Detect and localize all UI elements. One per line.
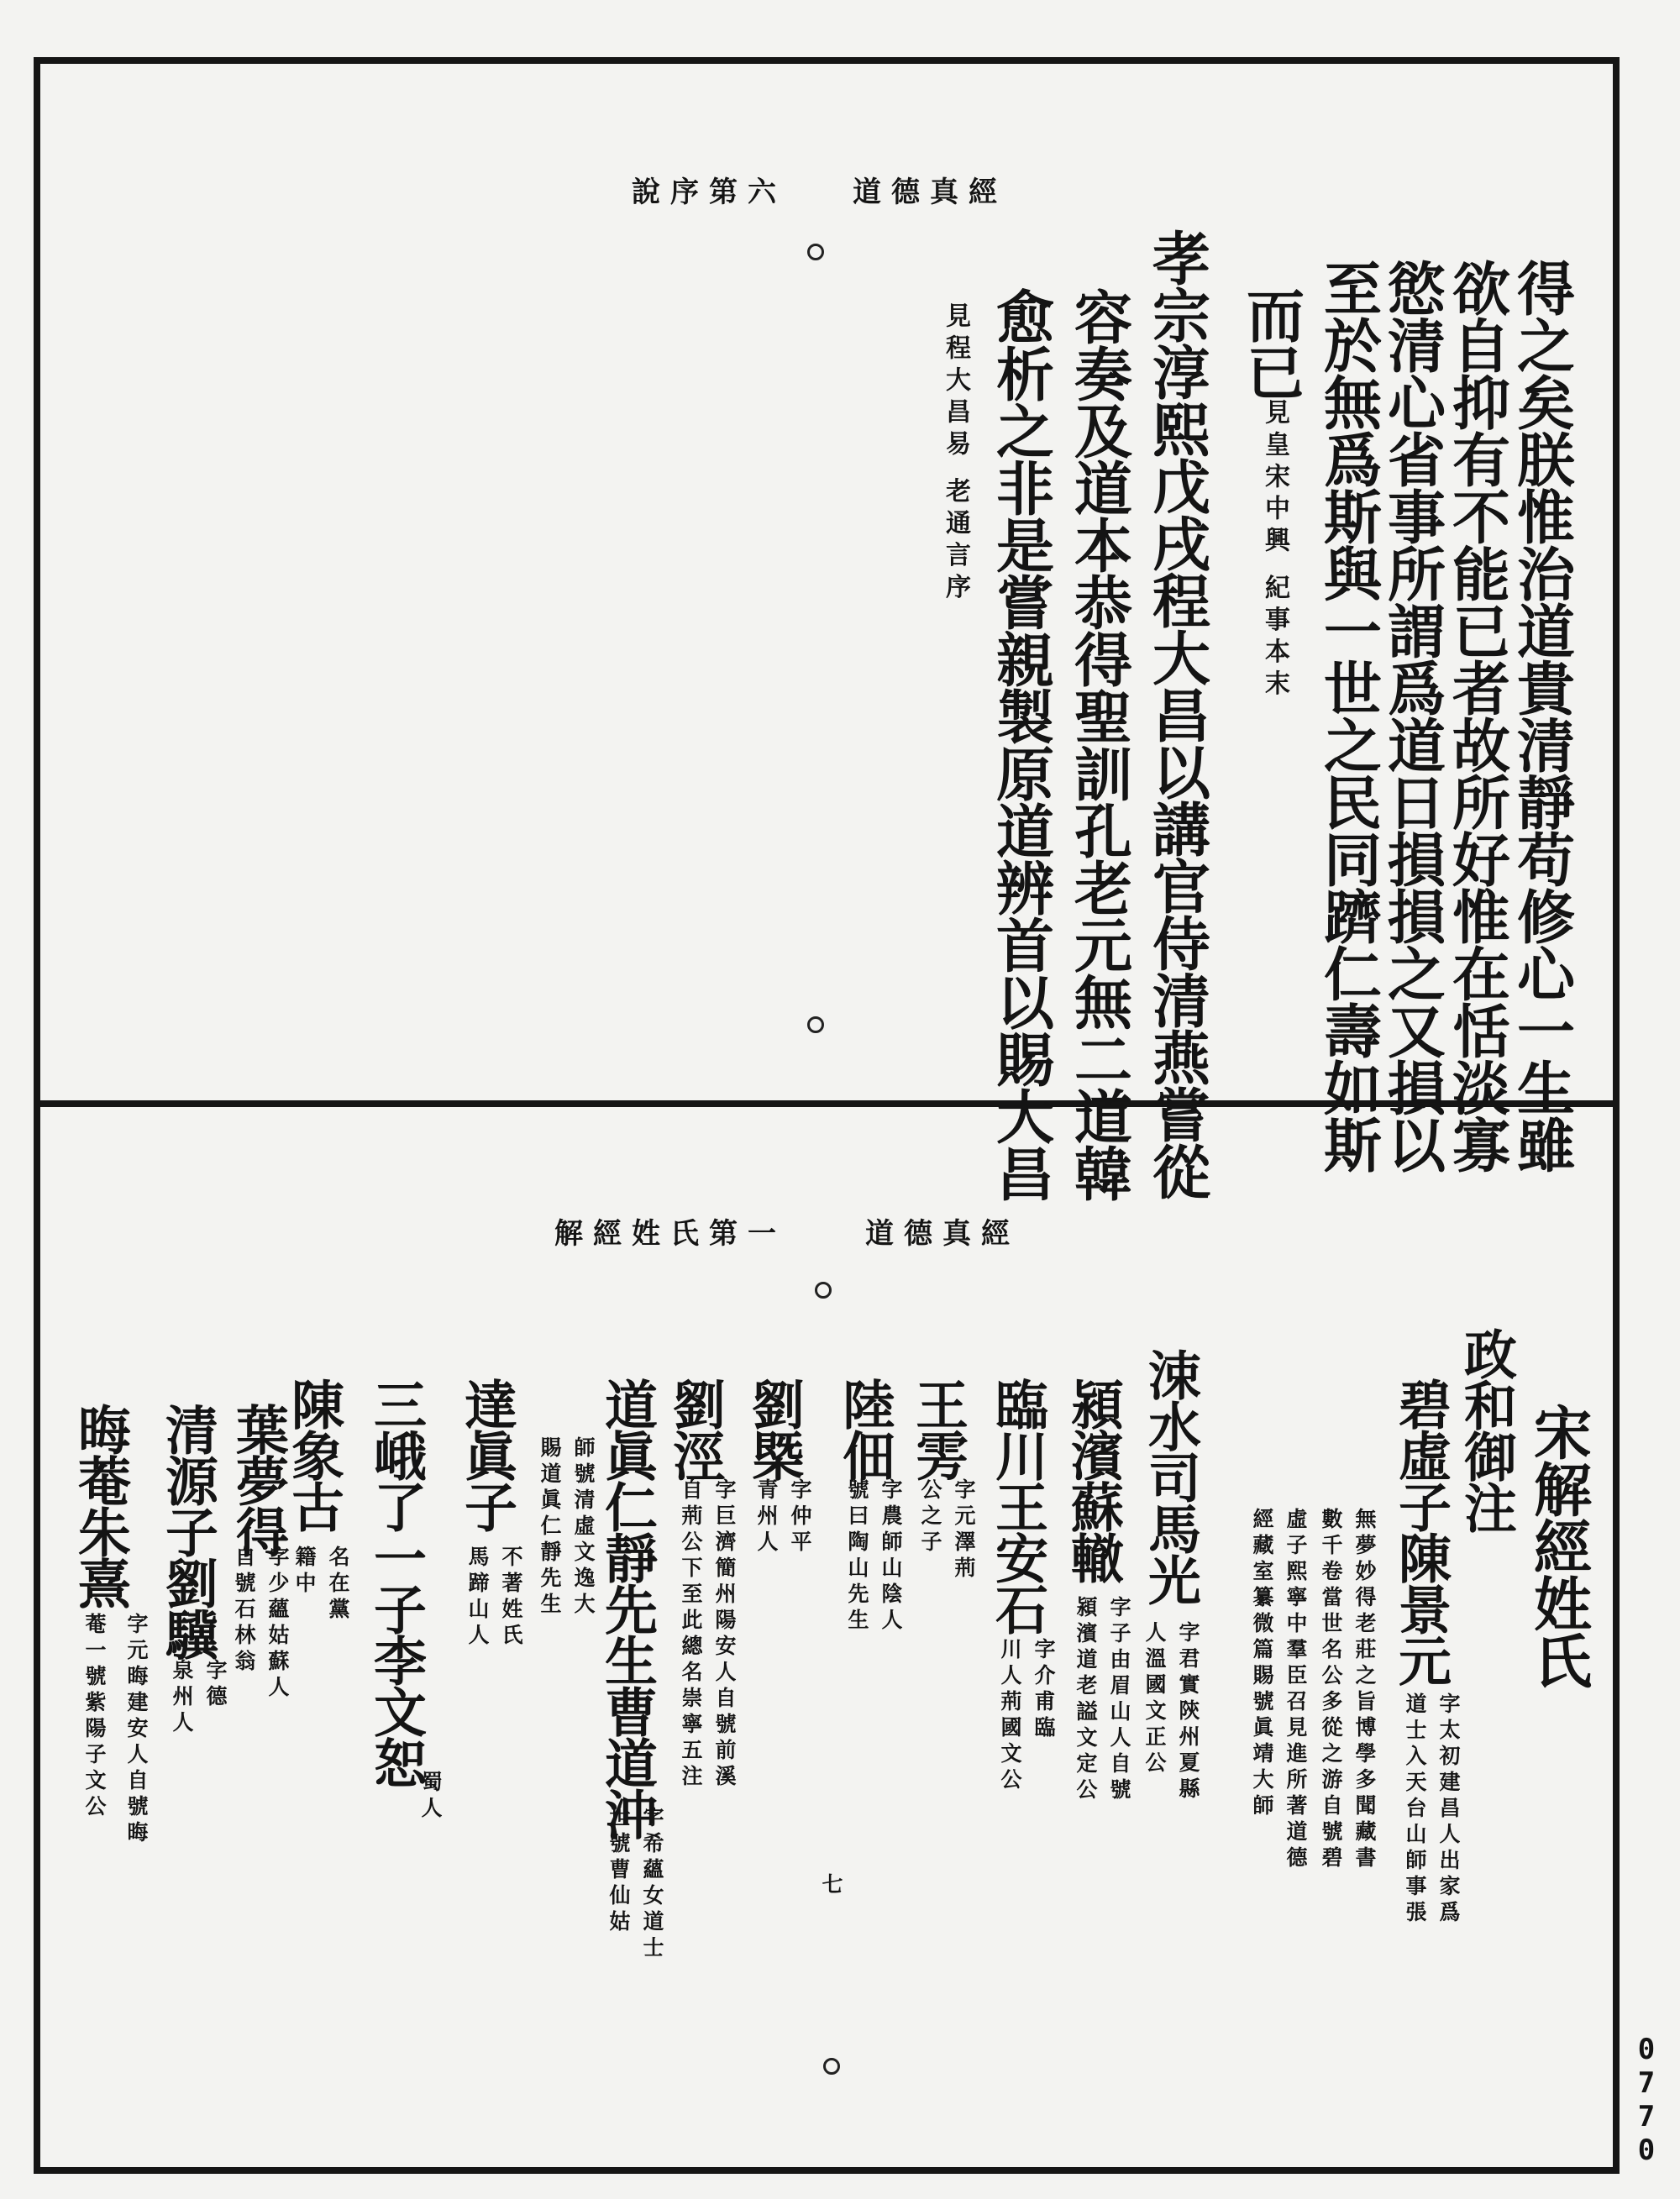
scholar-note: 經藏室纂微篇賜號眞靖大師 <box>1250 1508 1274 1820</box>
scholar-note: 號曰陶山先生 <box>845 1478 869 1635</box>
scholar-note: 潁濱道老謚文定公 <box>1074 1596 1098 1804</box>
scholar-name: 道眞仁靜先生曹道沖 <box>596 1378 659 1839</box>
page-number: 七 <box>819 1873 843 1899</box>
scholar-name: 臨川王安石 <box>987 1378 1049 1634</box>
text-column: 至於無爲斯與一世之民同躋仁壽如斯 <box>1314 259 1382 1173</box>
scholar-note: 字元澤荊 <box>952 1478 976 1582</box>
scholar-note: 字仲平 <box>788 1478 812 1556</box>
scholar-note: 字希蘊女道士 <box>640 1806 664 1962</box>
scholar-note: 字巨濟簡州陽安人自號前溪 <box>712 1478 737 1791</box>
scholar-note: 數千卷當世名公多從之游自號碧 <box>1319 1508 1343 1872</box>
scholar-name: 晦菴朱熹 <box>70 1403 132 1608</box>
registration-mark <box>823 2058 840 2075</box>
bottom-header-section: 解經姓氏第一 <box>554 1217 786 1251</box>
top-header-title: 道德真經 <box>853 176 1007 209</box>
scholar-note: 泉州人 <box>170 1659 194 1737</box>
text-column: 得之矣朕惟治道貴清靜苟修心一生雖 <box>1507 259 1575 1173</box>
scholar-note: 馬蹄山人 <box>465 1546 490 1650</box>
scholar-name: 清源子劉驥 <box>157 1403 219 1659</box>
scholar-note: 不著姓氏 <box>499 1546 523 1650</box>
scholar-note: 字子由眉山人自號 <box>1107 1596 1131 1804</box>
scholar-note: 蜀人 <box>418 1771 443 1823</box>
scholar-name: 陳象古 <box>283 1378 345 1531</box>
scholar-note: 自荊公下至此總名崇寧五注 <box>679 1478 703 1791</box>
scholar-note: 字德 <box>203 1659 228 1711</box>
scholar-note: 菴一號紫陽子文公 <box>82 1613 107 1821</box>
scholar-note: 自號石林翁 <box>232 1546 256 1676</box>
scholar-note: 名在黨 <box>326 1546 350 1624</box>
bottom-header-title: 道德真經 <box>865 1217 1020 1251</box>
scholar-note: 字介甫臨 <box>1032 1638 1056 1742</box>
scholar-note: 世號曹仙姑 <box>606 1806 631 1936</box>
scholar-note: 賜道眞仁靜先生 <box>538 1436 562 1619</box>
scholar-note: 籍中 <box>292 1546 317 1598</box>
scholar-name: 葉夢得 <box>228 1403 290 1556</box>
scholar-note: 無夢妙得老莊之旨博學多聞藏書 <box>1352 1508 1377 1872</box>
scholar-name: 碧虛子陳景元 <box>1390 1378 1452 1685</box>
scholar-name: 達眞子 <box>456 1378 518 1531</box>
scholar-note: 公之子 <box>918 1478 942 1556</box>
scholar-note: 道士入天台山師事張 <box>1403 1693 1427 1927</box>
scholar-name: 陸佃 <box>834 1378 896 1480</box>
scholar-name: 劉涇 <box>664 1378 727 1480</box>
scholar-note: 字元晦建安人自號晦 <box>124 1613 149 1847</box>
text-column: 容奏及道本恭得聖訓孔老元無二道韓 <box>1064 287 1132 1201</box>
scholar-note: 字君實陝州夏縣 <box>1176 1621 1200 1803</box>
scholar-note: 青州人 <box>754 1478 779 1556</box>
text-column: 愈析之非是嘗親製原道辨首以賜大昌 <box>986 287 1054 1201</box>
scholar-note: 虛子熙寧中羣臣召見進所著道德 <box>1284 1508 1308 1872</box>
registration-mark <box>815 1282 832 1299</box>
scholar-note: 字農師山陰人 <box>879 1478 903 1635</box>
scholar-name: 潁濱蘇轍 <box>1063 1378 1125 1582</box>
registration-mark <box>807 244 824 260</box>
citation-note: 見程大昌易 老通言序 <box>941 302 970 606</box>
regime-heading: 政和御注 <box>1456 1327 1518 1532</box>
top-header-section: 說序第六 <box>632 176 786 209</box>
list-title: 宋解經姓氏 <box>1524 1403 1592 1688</box>
text-column: 欲自抑有不能已者故所好惟在恬淡寡 <box>1442 259 1510 1173</box>
text-column: 而已 <box>1236 286 1305 400</box>
scholar-note: 師號清虛文逸大 <box>571 1436 596 1619</box>
scholar-name: 涑水司馬光 <box>1140 1348 1202 1604</box>
text-column: 慾清心省事所謂爲道日損損之又損以 <box>1378 259 1446 1173</box>
scholar-note: 人溫國文正公 <box>1142 1621 1167 1777</box>
scholar-name: 劉槩 <box>743 1378 806 1480</box>
registration-mark <box>807 1016 824 1033</box>
citation-note: 見皇宋中興 紀事本末 <box>1260 399 1289 702</box>
scholar-note: 字少蘊姑蘇人 <box>265 1546 290 1702</box>
scholar-note: 字太初建昌人出家爲 <box>1436 1693 1461 1927</box>
scholar-name: 三峨了一子李文恕 <box>365 1378 428 1787</box>
volume-page-number: 0 7 7 0 <box>1637 2033 1656 2167</box>
scholar-note: 川人荊國文公 <box>998 1638 1022 1794</box>
text-column: 孝宗淳熙戊戌程大昌以講官侍清燕嘗從 <box>1142 228 1210 1199</box>
scholar-name: 王雱 <box>907 1378 969 1480</box>
